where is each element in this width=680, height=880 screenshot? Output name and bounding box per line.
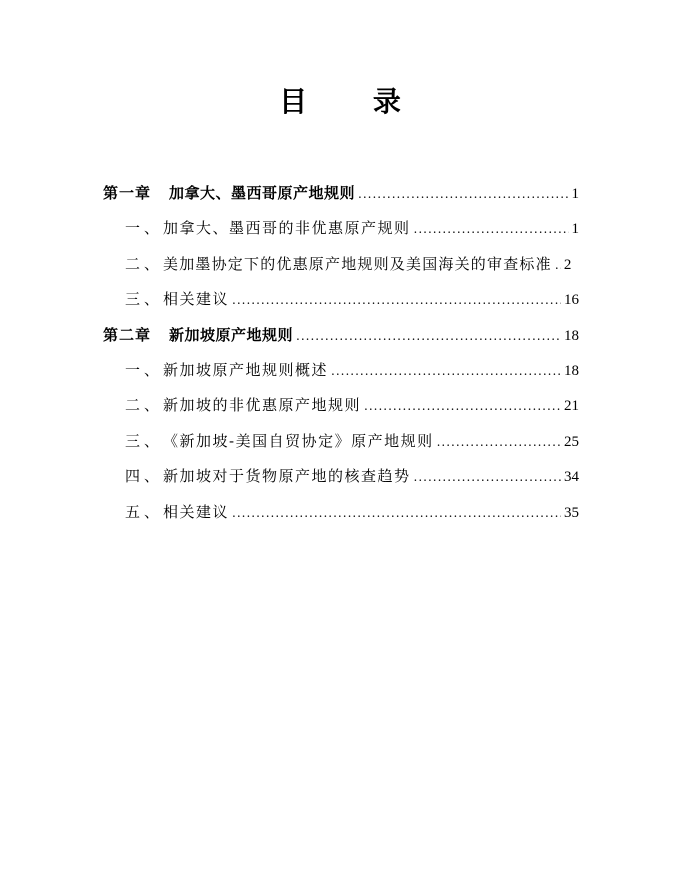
toc-entry-text: 新加坡原产地规则概述	[163, 360, 329, 379]
dot-leader	[358, 177, 568, 212]
dot-leader	[331, 354, 561, 389]
page-title: 目 录	[279, 85, 429, 118]
toc-page-number: 18	[564, 327, 579, 344]
dot-leader	[232, 496, 561, 531]
toc-page-number: 16	[564, 292, 579, 309]
toc-entry-number: 二、	[125, 396, 164, 415]
toc-entry-number: 一、	[125, 219, 164, 238]
toc-entry-number: 一、	[125, 360, 164, 379]
dot-leader	[364, 389, 561, 424]
toc-page-number: 18	[564, 362, 579, 379]
toc-entry-number: 第二章	[103, 325, 152, 344]
toc-entry-text: 新加坡原产地规则	[169, 325, 294, 344]
toc-page-number: 35	[564, 504, 579, 521]
dot-leader	[232, 283, 561, 318]
toc-chapter-2[interactable]	[103, 318, 579, 353]
toc-entry-number: 三、	[125, 290, 164, 309]
table-of-contents	[103, 176, 579, 530]
toc-entry-number: 二、	[125, 254, 164, 273]
dot-leader	[414, 212, 569, 247]
toc-section-1-3[interactable]	[103, 282, 579, 317]
toc-section-2-5[interactable]	[103, 495, 579, 530]
toc-entry-label	[125, 211, 411, 246]
toc-entry-label	[125, 424, 434, 459]
toc-entry-text: 相关建议	[163, 290, 230, 309]
toc-section-2-4[interactable]	[103, 459, 579, 494]
toc-section-1-2[interactable]	[103, 247, 579, 282]
toc-entry-label	[125, 388, 361, 423]
toc-section-2-2[interactable]	[103, 388, 579, 423]
toc-entry-text: 相关建议	[163, 502, 230, 521]
dot-leader	[555, 248, 561, 283]
toc-page-number: 34	[564, 469, 579, 486]
toc-entry-label	[103, 176, 355, 211]
toc-section-2-1[interactable]	[103, 353, 579, 388]
toc-section-1-1[interactable]	[103, 211, 579, 246]
toc-entry-number: 第一章	[103, 184, 152, 202]
toc-entry-text: 美加墨协定下的优惠原产地规则及美国海关的审查标准	[163, 254, 552, 273]
toc-entry-label	[125, 495, 229, 530]
toc-entry-text: 加拿大、墨西哥的非优惠原产规则	[163, 219, 411, 238]
toc-section-2-3[interactable]	[103, 424, 579, 459]
toc-page-number: 2	[563, 256, 572, 273]
toc-entry-label	[125, 459, 411, 494]
toc-entry-number: 四、	[125, 467, 164, 486]
toc-page-number: 21	[564, 398, 579, 415]
dot-leader	[296, 319, 561, 354]
toc-entry-label	[125, 353, 328, 388]
toc-page-number: 1	[571, 221, 579, 238]
toc-entry-number: 五、	[125, 502, 164, 521]
toc-entry-number: 三、	[125, 431, 164, 450]
dot-leader	[437, 425, 561, 460]
toc-page-number: 25	[564, 433, 579, 450]
toc-entry-text: 加拿大、墨西哥原产地规则	[169, 184, 356, 202]
toc-entry-text: 新加坡对于货物原产地的核查趋势	[163, 467, 411, 486]
toc-page-number: 1	[571, 186, 579, 202]
toc-entry-label	[125, 282, 229, 317]
toc-entry-text: 《新加坡-美国自贸协定》原产地规则	[163, 431, 434, 450]
dot-leader	[414, 460, 561, 495]
toc-entry-label	[103, 318, 293, 353]
toc-chapter-1[interactable]	[103, 176, 579, 211]
toc-entry-text: 新加坡的非优惠原产地规则	[163, 396, 362, 415]
toc-entry-label	[125, 247, 552, 282]
